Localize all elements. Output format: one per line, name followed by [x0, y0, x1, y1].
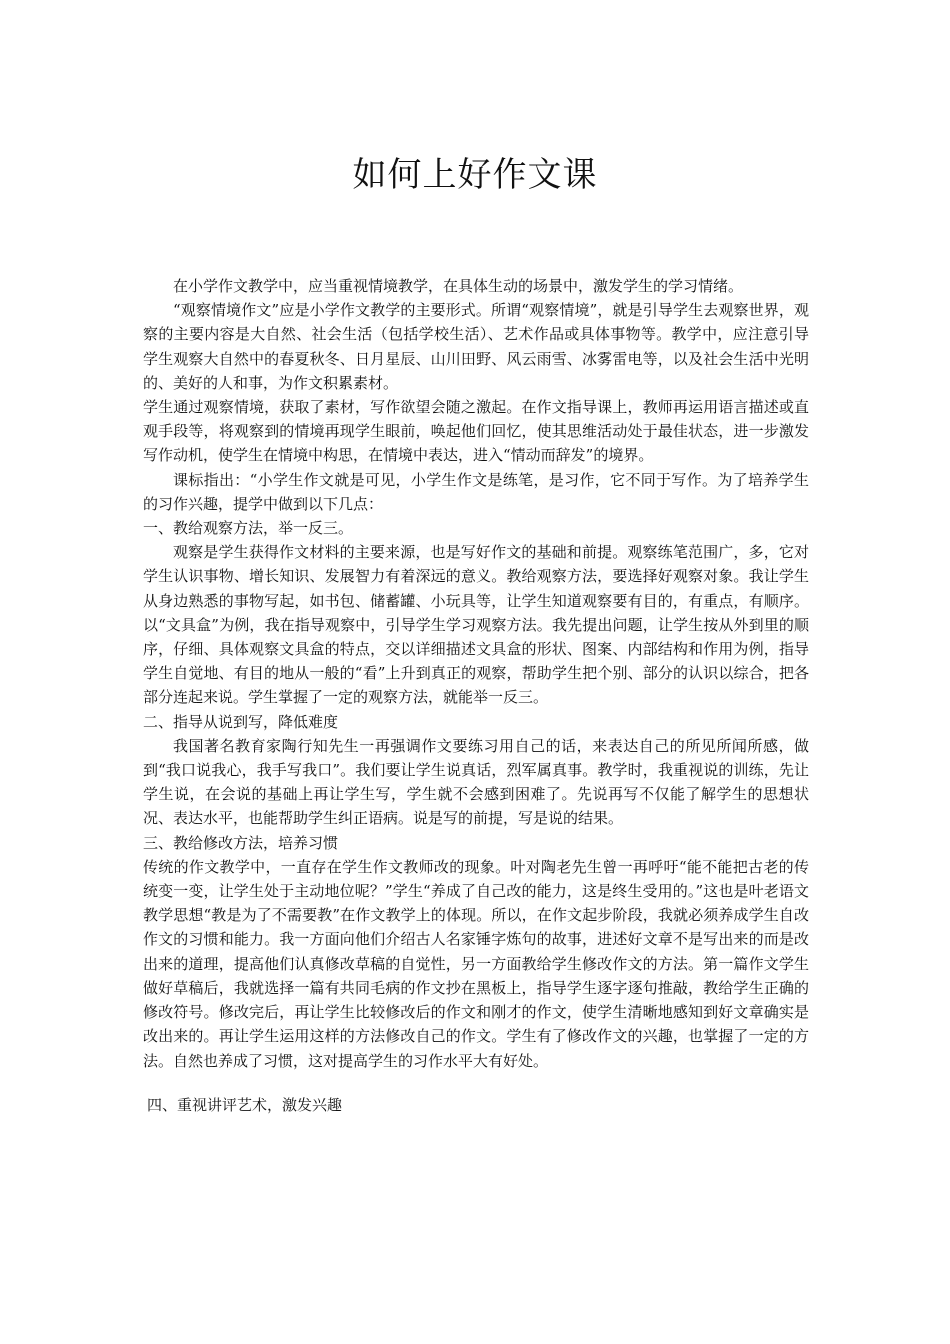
paragraph-section-2: 我国著名教育家陶行知先生一再强调作文要练习用自己的话，来表达自己的所见所闻所感，做到“我口说我心，我手写我口”。我们要让学生说真话，烈军属真事。教学时，我重视说的训练，先让学生说，在会说的基础上再让学生写，学生就不会感到困难了。先说再写不仅能了解学生的思想状况、表达水平，也能帮助学生纠正语病。说是写的前提，写是说的结果。: [143, 736, 809, 828]
section-heading-3: 三、教给修改方法，培养习惯: [143, 833, 339, 852]
section-heading-1: 一、教给观察方法，举一反三。: [143, 519, 354, 538]
paragraph-observation-definition: “观察情境作文”应是小学作文教学的主要形式。所谓“观察情境”，就是引导学生去观察世界，观察的主要内容是大自然、社会生活（包括学校生活）、艺术作品或具体事物等。教学中，应注意引导学生观察大自然中的春夏秋冬、日月星辰、山川田野、风云雨雪、冰雾雷电等，以及社会生活中光明的、美好的人和事，为作文积累素材。: [143, 301, 809, 392]
paragraph-intro: 在小学作文教学中，应当重视情境教学，在具体生动的场景中，激发学生的学习情绪。: [173, 277, 744, 295]
document-body: [143, 274, 809, 1117]
paragraph-section-1: 观察是学生获得作文材料的主要来源，也是写好作文的基础和前提。观察练笔范围广，多，它对学生认识事物、增长知识、发展智力有着深远的意义。教给观察方法，要选择好观察对象。我让学生从身边熟悉的事物写起，如书包、储蓄罐、小玩具等，让学生知道观察要有目的，有重点，有顺序。以“文具盒”为例，我在指导观察中，引导学生学习观察方法。我先提出问题，让学生按从外到里的顺序，仔细、具体观察文具盒的特点，交以详细描述文具盒的形状、图案、内部结构和作用为例，指导学生自觉地、有目的地从一般的“看”上升到真正的观察，帮助学生把个别、部分的认识以综合，把各部分连起来说。学生掌握了一定的观察方法，就能举一反三。: [143, 543, 809, 707]
document-title: 如何上好作文课: [352, 155, 598, 195]
paragraph-gap: [143, 1073, 809, 1093]
section-heading-4: 四、重视讲评艺术，激发兴趣: [147, 1095, 343, 1114]
paragraph-section-3: 传统的作文教学中，一直存在学生作文教师改的现象。叶对陶老先生曾一再呼吁“能不能把古老的传统变一变，让学生处于主动地位呢？”学生“养成了自己改的能力，这是终生受用的。”这也是叶老语文教学思想“教是为了不需要教”在作文教学上的体现。所以，在作文起步阶段，我就必须养成学生自改作文的习惯和能力。我一方面向他们介绍古人名家锤字炼句的故事，进述好文章不是写出来的而是改出来的道理，提高他们认真修改草稿的自觉性，另一方面教给学生修改作文的方法。第一篇作文学生做好草稿后，我就选择一篇有共同毛病的作文抄在黑板上，指导学生逐字逐句推敲，教给学生正确的修改符号。修改完后，再让学生比较修改后的作文和刚才的作文，使学生清晰地感知到好文章确实是改出来的。再让学生运用这样的方法修改自己的作文。学生有了修改作文的兴趣，也掌握了一定的方法。自然也养成了习惯，这对提高学生的习作水平大有好处。: [143, 857, 809, 1070]
paragraph-observation-writing: 学生通过观察情境，获取了素材，写作欲望会随之激起。在作文指导课上，教师再运用语言描述或直观手段等，将观察到的情境再现学生眼前，唤起他们回忆，使其思维活动处于最佳状态，进一步激发写作动机，使学生在情境中构思，在情境中表达，进入“情动而辞发”的境界。: [143, 398, 809, 465]
section-heading-2: 二、指导从说到写，降低难度: [143, 712, 339, 731]
paragraph-curriculum-standard: 课标指出：“小学生作文就是可见，小学生作文是练笔，是习作，它不同于写作。为了培养学生的习作兴趣，提学中做到以下几点：: [143, 470, 809, 513]
